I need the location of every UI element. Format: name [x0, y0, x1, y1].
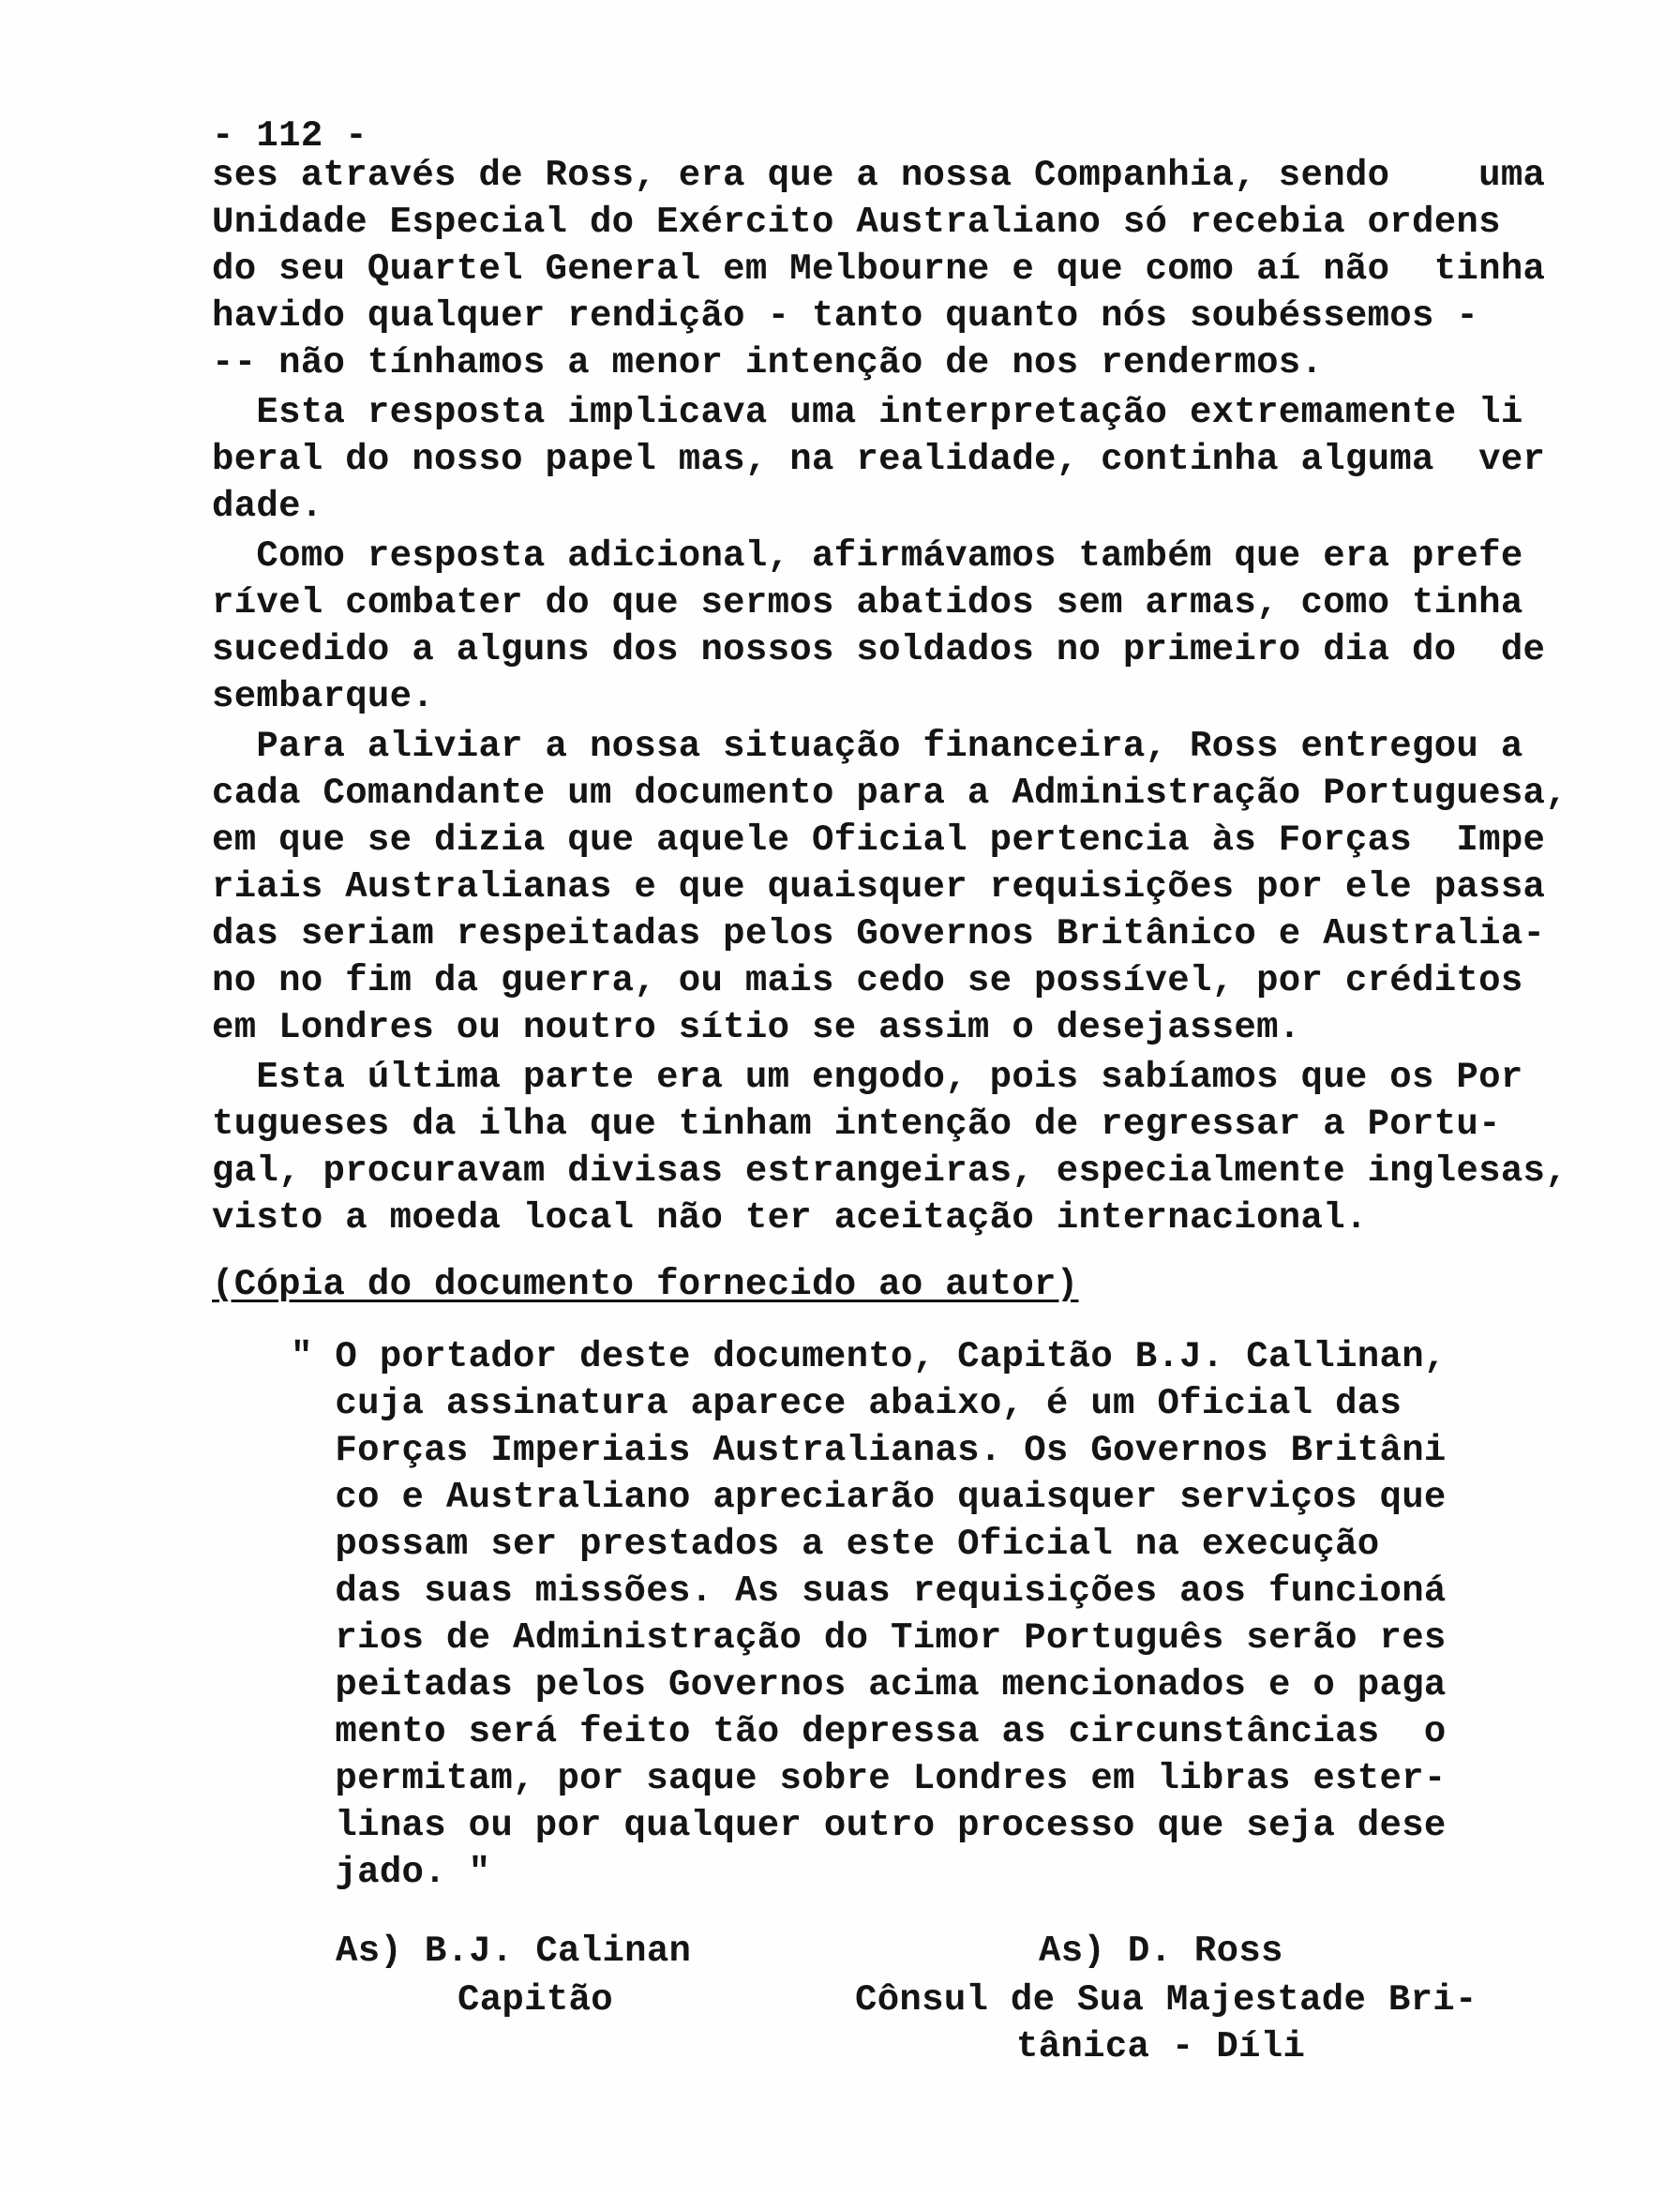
body-line: do seu Quartel General em Melbourne e que como aí não tinha [212, 248, 1546, 290]
body-line: gal, procuravam divisas estrangeiras, especialmente inglesas, [212, 1150, 1568, 1192]
body-line: em Londres ou noutro sítio se assim o desejassem. [212, 1007, 1301, 1048]
body-line: sucedido a alguns dos nossos soldados no primeiro dia do de [212, 629, 1546, 670]
body-line: riais Australianas e que quaisquer requisições por ele passa [212, 866, 1546, 908]
signature-left-name: As) B.J. Calinan [336, 1931, 692, 1972]
body-line: tugueses da ilha que tinham intenção de regressar a Portu- [212, 1104, 1501, 1145]
quote-line: peitadas pelos Governos acima mencionados e o paga [291, 1664, 1447, 1706]
body-line: Como resposta adicional, afirmávamos também que era prefe [212, 535, 1523, 577]
body-line: das seriam respeitadas pelos Governos Britânico e Australia- [212, 913, 1546, 954]
signature-right-title: Cônsul de Sua Majestade Bri- [855, 1979, 1478, 2021]
caption: (Cópia do documento fornecido ao autor) [212, 1264, 1079, 1305]
body-line: no no fim da guerra, ou mais cedo se possível, por créditos [212, 960, 1523, 1001]
quote-line: linas ou por qualquer outro processo que seja dese [291, 1805, 1447, 1846]
signature-right-name: As) D. Ross [1039, 1931, 1283, 1972]
body-line: ses através de Ross, era que a nossa Companhia, sendo uma [212, 155, 1546, 196]
body-line: sembarque. [212, 676, 435, 717]
body-line: havido qualquer rendição - tanto quanto nós soubéssemos - [212, 295, 1479, 337]
signature-left-title: Capitão [458, 1979, 613, 2021]
quote-line: Forças Imperiais Australianas. Os Governos Britâni [291, 1430, 1447, 1471]
body-line: beral do nosso papel mas, na realidade, continha alguma ver [212, 439, 1546, 480]
quote-line: mento será feito tão depressa as circunstâncias o [291, 1711, 1447, 1752]
page-number: - 112 - [212, 115, 368, 157]
quote-line: permitam, por saque sobre Londres em libras ester- [291, 1758, 1447, 1799]
quote-line: co e Australiano apreciarão quaisquer serviços que [291, 1477, 1447, 1518]
body-line: rível combater do que sermos abatidos sem armas, como tinha [212, 582, 1523, 624]
body-line: Para aliviar a nossa situação financeira, Ross entregou a [212, 726, 1523, 767]
quote-line: " O portador deste documento, Capitão B.J. Callinan, [291, 1336, 1447, 1377]
body-line: dade. [212, 486, 323, 527]
signature-right-title-cont: tânica - Díli [1016, 2026, 1306, 2067]
body-line: Esta resposta implicava uma interpretação extremamente li [212, 392, 1523, 433]
body-line: -- não tínhamos a menor intenção de nos rendermos. [212, 342, 1324, 383]
body-line: visto a moeda local não ter aceitação internacional. [212, 1197, 1368, 1239]
quote-line: rios de Administração do Timor Português serão res [291, 1617, 1447, 1659]
quote-line: jado. " [291, 1852, 491, 1893]
body-line: cada Comandante um documento para a Administração Portuguesa, [212, 773, 1568, 814]
quote-line: das suas missões. As suas requisições aos funcioná [291, 1570, 1447, 1612]
quote-line: possam ser prestados a este Oficial na execução [291, 1524, 1380, 1565]
body-line: Esta última parte era um engodo, pois sabíamos que os Por [212, 1057, 1523, 1098]
body-line: em que se dizia que aquele Oficial pertencia às Forças Impe [212, 819, 1546, 861]
body-line: Unidade Especial do Exército Australiano só recebia ordens [212, 202, 1501, 243]
quote-line: cuja assinatura aparece abaixo, é um Oficial das [291, 1383, 1402, 1424]
